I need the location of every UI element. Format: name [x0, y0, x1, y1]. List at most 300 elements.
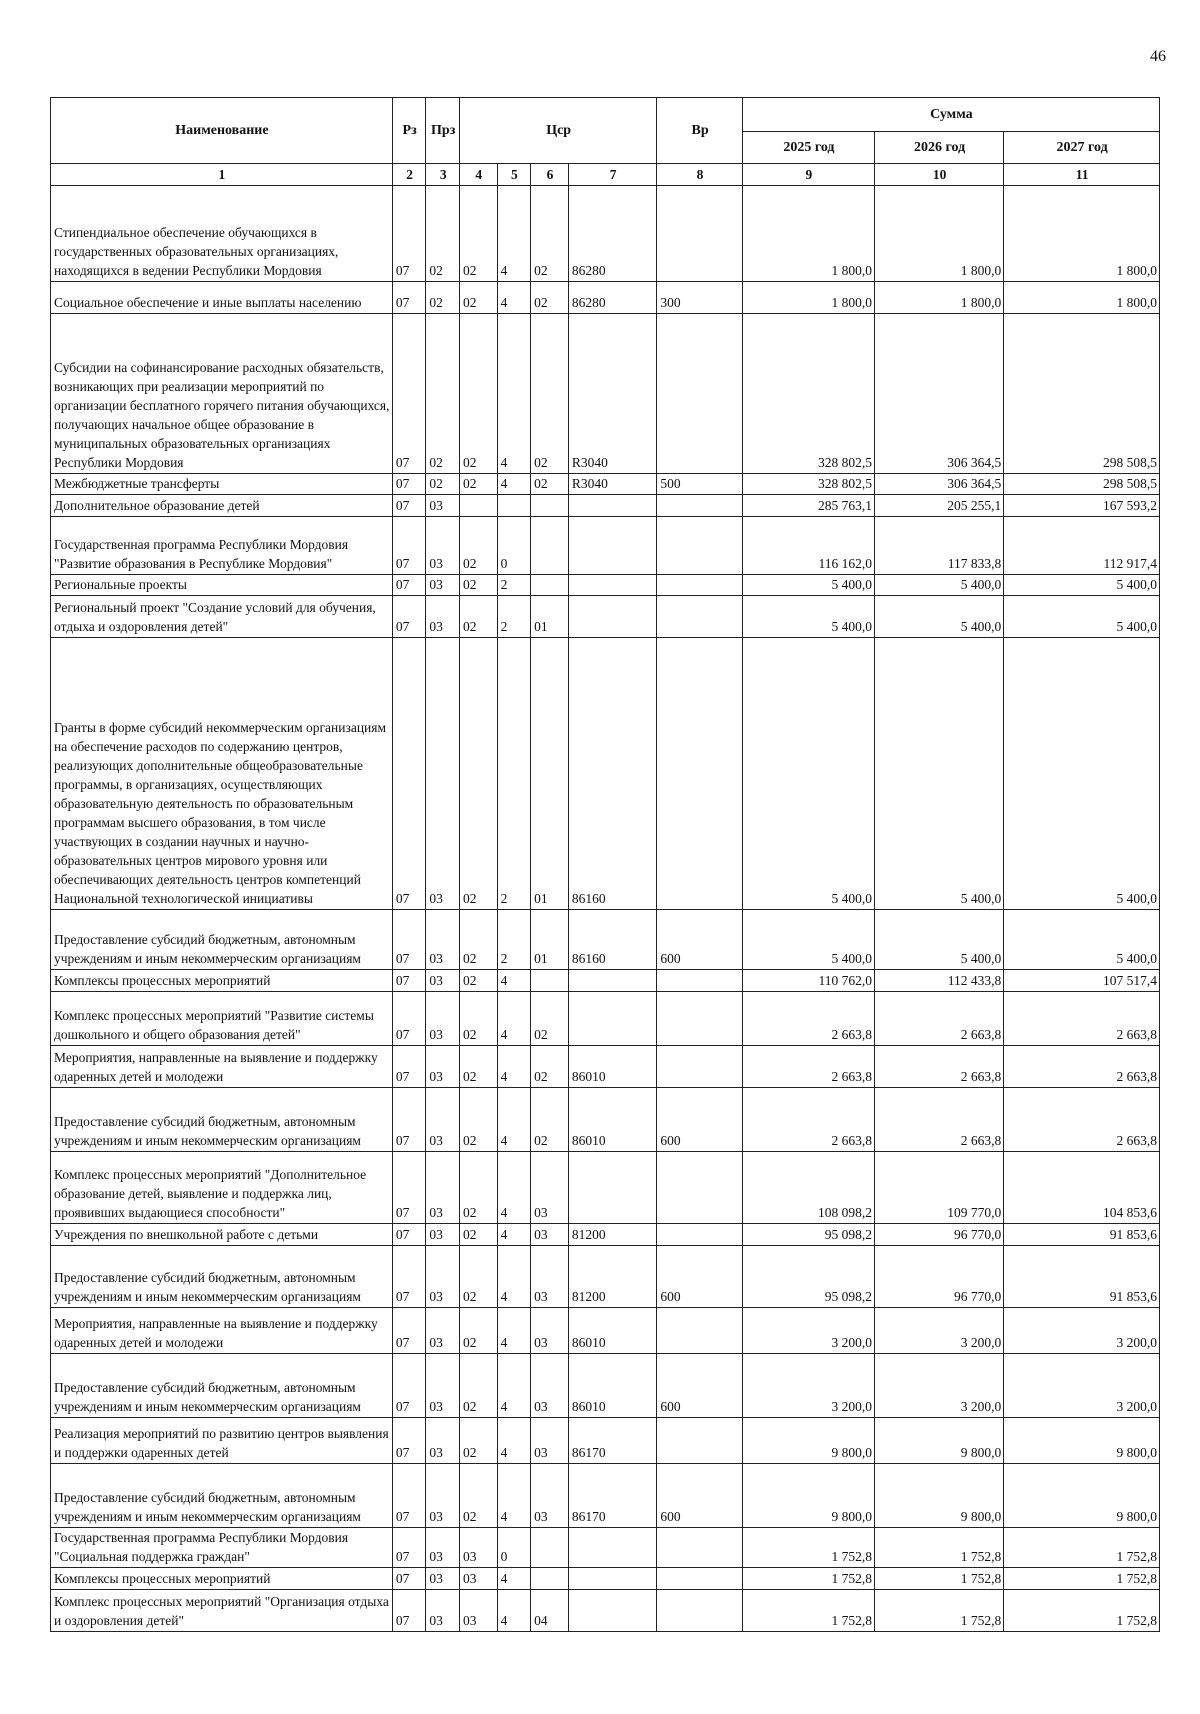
col-number: 10 — [875, 164, 1004, 186]
row-sum-2025: 9 800,0 — [742, 1464, 874, 1528]
row-name: Комплексы процессных мероприятий — [51, 1568, 393, 1590]
row-prz: 03 — [426, 910, 460, 970]
table-row — [51, 992, 1160, 1046]
row-rz: 07 — [392, 474, 426, 495]
row-sum-2027: 5 400,0 — [1004, 596, 1160, 638]
row-rz: 07 — [392, 1088, 426, 1152]
row-vr — [657, 638, 742, 910]
row-prz: 03 — [426, 1528, 460, 1568]
row-csr-program: 02 — [459, 314, 497, 474]
row-csr-subprogram: 03 — [531, 1354, 569, 1418]
row-csr-direction — [568, 1568, 657, 1590]
col-number: 7 — [568, 164, 657, 186]
row-csr-subprogram: 02 — [531, 992, 569, 1046]
row-prz: 03 — [426, 1418, 460, 1464]
row-sum-2026: 2 663,8 — [875, 992, 1004, 1046]
row-sum-2027: 1 800,0 — [1004, 186, 1160, 282]
row-vr — [657, 970, 742, 992]
row-prz: 03 — [426, 638, 460, 910]
row-csr-type: 2 — [497, 575, 531, 596]
row-rz: 07 — [392, 638, 426, 910]
header-prz: Прз — [426, 98, 460, 164]
row-rz: 07 — [392, 1152, 426, 1224]
row-sum-2027: 1 800,0 — [1004, 282, 1160, 314]
header-csr: Цср — [459, 98, 656, 164]
row-sum-2027: 2 663,8 — [1004, 992, 1160, 1046]
row-sum-2026: 1 752,8 — [875, 1590, 1004, 1632]
row-csr-type: 4 — [497, 1464, 531, 1528]
header-name: Наименование — [51, 98, 393, 164]
row-vr — [657, 1590, 742, 1632]
row-sum-2026: 9 800,0 — [875, 1418, 1004, 1464]
col-number: 8 — [657, 164, 742, 186]
row-name: Комплексы процессных мероприятий — [51, 970, 393, 992]
row-csr-subprogram: 03 — [531, 1308, 569, 1354]
table-body — [51, 164, 1160, 1632]
row-csr-subprogram: 02 — [531, 186, 569, 282]
table-row — [51, 1464, 1160, 1528]
row-prz: 03 — [426, 1088, 460, 1152]
row-rz: 07 — [392, 596, 426, 638]
row-sum-2026: 117 833,8 — [875, 517, 1004, 575]
row-sum-2027: 91 853,6 — [1004, 1224, 1160, 1246]
row-csr-type — [497, 495, 531, 517]
row-csr-program: 02 — [459, 517, 497, 575]
row-sum-2025: 328 802,5 — [742, 314, 874, 474]
row-csr-direction — [568, 1152, 657, 1224]
row-csr-program: 02 — [459, 186, 497, 282]
row-sum-2026: 112 433,8 — [875, 970, 1004, 992]
row-sum-2026: 5 400,0 — [875, 638, 1004, 910]
row-csr-direction: R3040 — [568, 474, 657, 495]
row-csr-type: 4 — [497, 282, 531, 314]
table-row — [51, 474, 1160, 495]
col-number: 4 — [459, 164, 497, 186]
row-csr-program: 02 — [459, 282, 497, 314]
row-sum-2025: 5 400,0 — [742, 910, 874, 970]
row-prz: 03 — [426, 1568, 460, 1590]
row-csr-type: 4 — [497, 970, 531, 992]
table-row — [51, 1568, 1160, 1590]
row-csr-subprogram: 03 — [531, 1152, 569, 1224]
row-csr-program: 03 — [459, 1568, 497, 1590]
row-sum-2025: 5 400,0 — [742, 596, 874, 638]
row-csr-subprogram: 01 — [531, 596, 569, 638]
table-row — [51, 575, 1160, 596]
row-sum-2026: 306 364,5 — [875, 474, 1004, 495]
row-sum-2025: 108 098,2 — [742, 1152, 874, 1224]
row-name: Предоставление субсидий бюджетным, автономным учреждениям и иным некоммерческим организациям — [51, 910, 393, 970]
row-csr-direction: 86010 — [568, 1088, 657, 1152]
row-csr-subprogram: 02 — [531, 1088, 569, 1152]
row-csr-subprogram: 02 — [531, 314, 569, 474]
row-csr-type: 4 — [497, 1152, 531, 1224]
row-csr-type: 4 — [497, 1224, 531, 1246]
row-sum-2027: 107 517,4 — [1004, 970, 1160, 992]
row-csr-subprogram: 02 — [531, 1046, 569, 1088]
row-name: Предоставление субсидий бюджетным, автономным учреждениям и иным некоммерческим организациям — [51, 1354, 393, 1418]
row-vr — [657, 992, 742, 1046]
row-csr-program: 02 — [459, 1224, 497, 1246]
row-rz: 07 — [392, 282, 426, 314]
row-rz: 07 — [392, 1046, 426, 1088]
page-number: 46 — [1150, 48, 1166, 65]
row-name: Субсидии на софинансирование расходных обязательств, возникающих при реализации мероприятий по организации бесплатного горячего питания обучающихся, получающих начальное общее образование в муниципальных образовательных организациях Республики Мордовия — [51, 314, 393, 474]
col-number: 1 — [51, 164, 393, 186]
row-prz: 02 — [426, 282, 460, 314]
row-vr — [657, 495, 742, 517]
row-csr-type: 2 — [497, 638, 531, 910]
row-prz: 03 — [426, 1354, 460, 1418]
row-vr: 300 — [657, 282, 742, 314]
row-vr — [657, 1224, 742, 1246]
row-prz: 03 — [426, 1308, 460, 1354]
row-name: Комплекс процессных мероприятий "Дополнительное образование детей, выявление и поддержка лиц, проявивших выдающиеся способности" — [51, 1152, 393, 1224]
row-csr-subprogram — [531, 517, 569, 575]
row-sum-2026: 3 200,0 — [875, 1354, 1004, 1418]
row-prz: 03 — [426, 1152, 460, 1224]
row-sum-2025: 1 752,8 — [742, 1590, 874, 1632]
row-name: Региональные проекты — [51, 575, 393, 596]
row-csr-direction: 86160 — [568, 638, 657, 910]
column-numbers-row — [51, 164, 1160, 186]
header-year-2027: 2027 год — [1004, 132, 1160, 164]
row-prz: 03 — [426, 517, 460, 575]
row-sum-2027: 5 400,0 — [1004, 575, 1160, 596]
row-csr-subprogram — [531, 495, 569, 517]
table-row — [51, 1046, 1160, 1088]
table-row — [51, 638, 1160, 910]
row-name: Учреждения по внешкольной работе с детьми — [51, 1224, 393, 1246]
row-csr-subprogram: 02 — [531, 282, 569, 314]
row-sum-2026: 1 800,0 — [875, 282, 1004, 314]
row-csr-type: 4 — [497, 992, 531, 1046]
row-sum-2026: 96 770,0 — [875, 1224, 1004, 1246]
row-csr-direction: 86280 — [568, 282, 657, 314]
row-rz: 07 — [392, 1308, 426, 1354]
row-prz: 03 — [426, 970, 460, 992]
row-csr-program: 02 — [459, 1046, 497, 1088]
row-rz: 07 — [392, 1528, 426, 1568]
row-csr-program: 02 — [459, 1088, 497, 1152]
row-sum-2027: 2 663,8 — [1004, 1088, 1160, 1152]
row-csr-direction — [568, 575, 657, 596]
row-vr: 600 — [657, 1246, 742, 1308]
row-vr — [657, 575, 742, 596]
row-rz: 07 — [392, 517, 426, 575]
row-sum-2027: 298 508,5 — [1004, 314, 1160, 474]
row-csr-direction — [568, 970, 657, 992]
table-row — [51, 517, 1160, 575]
row-csr-direction — [568, 596, 657, 638]
row-csr-program: 02 — [459, 1464, 497, 1528]
header-year-2025: 2025 год — [742, 132, 874, 164]
row-csr-program: 02 — [459, 1308, 497, 1354]
row-rz: 07 — [392, 1590, 426, 1632]
row-vr — [657, 1568, 742, 1590]
row-name: Государственная программа Республики Мордовия "Развитие образования в Республике Мордовия" — [51, 517, 393, 575]
row-name: Региональный проект "Создание условий для обучения, отдыха и оздоровления детей" — [51, 596, 393, 638]
row-csr-program: 02 — [459, 638, 497, 910]
row-sum-2026: 5 400,0 — [875, 575, 1004, 596]
row-sum-2027: 1 752,8 — [1004, 1528, 1160, 1568]
row-sum-2027: 3 200,0 — [1004, 1354, 1160, 1418]
row-csr-type: 4 — [497, 1246, 531, 1308]
row-sum-2027: 1 752,8 — [1004, 1590, 1160, 1632]
row-csr-direction: 86170 — [568, 1418, 657, 1464]
row-name: Предоставление субсидий бюджетным, автономным учреждениям и иным некоммерческим организациям — [51, 1246, 393, 1308]
row-sum-2027: 2 663,8 — [1004, 1046, 1160, 1088]
row-vr — [657, 186, 742, 282]
row-vr — [657, 1418, 742, 1464]
row-sum-2027: 9 800,0 — [1004, 1464, 1160, 1528]
table-row — [51, 1246, 1160, 1308]
row-csr-type: 4 — [497, 314, 531, 474]
row-sum-2027: 298 508,5 — [1004, 474, 1160, 495]
row-sum-2026: 2 663,8 — [875, 1046, 1004, 1088]
table-row — [51, 314, 1160, 474]
row-csr-direction — [568, 1590, 657, 1632]
row-name: Государственная программа Республики Мордовия "Социальная поддержка граждан" — [51, 1528, 393, 1568]
col-number: 9 — [742, 164, 874, 186]
row-vr — [657, 517, 742, 575]
row-sum-2026: 2 663,8 — [875, 1088, 1004, 1152]
row-sum-2025: 95 098,2 — [742, 1224, 874, 1246]
row-rz: 07 — [392, 992, 426, 1046]
col-number: 6 — [531, 164, 569, 186]
row-csr-subprogram: 03 — [531, 1464, 569, 1528]
table-row — [51, 1528, 1160, 1568]
row-rz: 07 — [392, 575, 426, 596]
row-prz: 03 — [426, 596, 460, 638]
row-sum-2027: 104 853,6 — [1004, 1152, 1160, 1224]
row-csr-type: 4 — [497, 1088, 531, 1152]
row-csr-direction: 86280 — [568, 186, 657, 282]
row-name: Комплекс процессных мероприятий "Организация отдыха и оздоровления детей" — [51, 1590, 393, 1632]
row-sum-2026: 306 364,5 — [875, 314, 1004, 474]
row-sum-2025: 9 800,0 — [742, 1418, 874, 1464]
row-prz: 03 — [426, 495, 460, 517]
header-rz: Рз — [392, 98, 426, 164]
row-vr: 600 — [657, 1464, 742, 1528]
row-name: Мероприятия, направленные на выявление и поддержку одаренных детей и молодежи — [51, 1046, 393, 1088]
row-vr — [657, 1528, 742, 1568]
row-vr — [657, 314, 742, 474]
row-csr-subprogram — [531, 1528, 569, 1568]
col-number: 11 — [1004, 164, 1160, 186]
row-csr-type: 4 — [497, 1418, 531, 1464]
row-name: Межбюджетные трансферты — [51, 474, 393, 495]
row-csr-program: 03 — [459, 1590, 497, 1632]
row-sum-2025: 1 800,0 — [742, 186, 874, 282]
row-vr — [657, 1308, 742, 1354]
row-sum-2027: 167 593,2 — [1004, 495, 1160, 517]
row-rz: 07 — [392, 970, 426, 992]
row-csr-subprogram: 03 — [531, 1418, 569, 1464]
row-vr — [657, 1152, 742, 1224]
row-csr-program: 02 — [459, 474, 497, 495]
row-rz: 07 — [392, 1246, 426, 1308]
row-sum-2025: 2 663,8 — [742, 992, 874, 1046]
row-name: Комплекс процессных мероприятий "Развитие системы дошкольного и общего образования детей" — [51, 992, 393, 1046]
row-vr: 600 — [657, 1354, 742, 1418]
row-sum-2026: 3 200,0 — [875, 1308, 1004, 1354]
table-row — [51, 1354, 1160, 1418]
row-sum-2026: 9 800,0 — [875, 1464, 1004, 1528]
row-csr-direction: 86010 — [568, 1046, 657, 1088]
row-prz: 03 — [426, 1590, 460, 1632]
row-sum-2027: 1 752,8 — [1004, 1568, 1160, 1590]
table-row — [51, 596, 1160, 638]
col-number: 2 — [392, 164, 426, 186]
row-csr-direction — [568, 495, 657, 517]
row-sum-2025: 5 400,0 — [742, 638, 874, 910]
row-prz: 02 — [426, 474, 460, 495]
row-name: Реализация мероприятий по развитию центров выявления и поддержки одаренных детей — [51, 1418, 393, 1464]
row-csr-type: 4 — [497, 1308, 531, 1354]
row-csr-type: 0 — [497, 517, 531, 575]
row-prz: 03 — [426, 1224, 460, 1246]
row-rz: 07 — [392, 1568, 426, 1590]
row-csr-subprogram — [531, 970, 569, 992]
table-row — [51, 910, 1160, 970]
row-csr-subprogram — [531, 575, 569, 596]
row-rz: 07 — [392, 186, 426, 282]
table-row — [51, 1590, 1160, 1632]
row-csr-program: 02 — [459, 992, 497, 1046]
row-sum-2025: 2 663,8 — [742, 1088, 874, 1152]
row-sum-2025: 116 162,0 — [742, 517, 874, 575]
row-sum-2025: 3 200,0 — [742, 1354, 874, 1418]
row-sum-2026: 1 800,0 — [875, 186, 1004, 282]
row-csr-program: 02 — [459, 970, 497, 992]
table-row — [51, 1152, 1160, 1224]
row-csr-type: 2 — [497, 596, 531, 638]
row-name: Мероприятия, направленные на выявление и поддержку одаренных детей и молодежи — [51, 1308, 393, 1354]
row-csr-program: 02 — [459, 1354, 497, 1418]
row-csr-type: 4 — [497, 1354, 531, 1418]
table-row — [51, 970, 1160, 992]
row-csr-direction: 86010 — [568, 1354, 657, 1418]
row-sum-2026: 96 770,0 — [875, 1246, 1004, 1308]
row-csr-program: 02 — [459, 910, 497, 970]
row-csr-program — [459, 495, 497, 517]
budget-table — [50, 97, 1160, 1632]
row-sum-2027: 91 853,6 — [1004, 1246, 1160, 1308]
row-sum-2025: 2 663,8 — [742, 1046, 874, 1088]
row-name: Предоставление субсидий бюджетным, автономным учреждениям и иным некоммерческим организациям — [51, 1464, 393, 1528]
row-csr-direction: R3040 — [568, 314, 657, 474]
col-number: 3 — [426, 164, 460, 186]
row-sum-2026: 1 752,8 — [875, 1528, 1004, 1568]
row-rz: 07 — [392, 314, 426, 474]
row-name: Социальное обеспечение и иные выплаты населению — [51, 282, 393, 314]
row-prz: 02 — [426, 314, 460, 474]
row-rz: 07 — [392, 910, 426, 970]
row-csr-subprogram: 01 — [531, 910, 569, 970]
row-csr-direction — [568, 517, 657, 575]
row-csr-program: 03 — [459, 1528, 497, 1568]
row-csr-type: 4 — [497, 186, 531, 282]
header-vr: Вр — [657, 98, 742, 164]
row-csr-type: 4 — [497, 1046, 531, 1088]
row-sum-2027: 3 200,0 — [1004, 1308, 1160, 1354]
row-csr-subprogram: 01 — [531, 638, 569, 910]
row-prz: 03 — [426, 575, 460, 596]
row-name: Дополнительное образование детей — [51, 495, 393, 517]
row-rz: 07 — [392, 1354, 426, 1418]
row-csr-program: 02 — [459, 575, 497, 596]
row-sum-2026: 1 752,8 — [875, 1568, 1004, 1590]
row-csr-program: 02 — [459, 1246, 497, 1308]
table-row — [51, 1088, 1160, 1152]
row-prz: 02 — [426, 186, 460, 282]
row-csr-type: 4 — [497, 1590, 531, 1632]
row-sum-2026: 5 400,0 — [875, 596, 1004, 638]
row-rz: 07 — [392, 495, 426, 517]
row-vr — [657, 1046, 742, 1088]
row-csr-direction: 86160 — [568, 910, 657, 970]
row-sum-2025: 1 800,0 — [742, 282, 874, 314]
row-name: Предоставление субсидий бюджетным, автономным учреждениям и иным некоммерческим организациям — [51, 1088, 393, 1152]
row-csr-program: 02 — [459, 1152, 497, 1224]
row-csr-program: 02 — [459, 596, 497, 638]
row-sum-2025: 328 802,5 — [742, 474, 874, 495]
table-row — [51, 1418, 1160, 1464]
row-name: Гранты в форме субсидий некоммерческим организациям на обеспечение расходов по содержанию центров, реализующих дополнительные общеобразовательные программы, в организациях, осуществляющих образовательную деятельность по образовательным программам высшего образования, в том числе участвующих в создании научных и научно-образовательных центров мирового уровня или обеспечивающих деятельность центров компетенций Национальной технологической инициативы — [51, 638, 393, 910]
col-number: 5 — [497, 164, 531, 186]
row-csr-subprogram: 03 — [531, 1224, 569, 1246]
row-csr-subprogram — [531, 1568, 569, 1590]
row-csr-subprogram: 04 — [531, 1590, 569, 1632]
row-sum-2025: 5 400,0 — [742, 575, 874, 596]
row-csr-direction: 86010 — [568, 1308, 657, 1354]
row-name: Стипендиальное обеспечение обучающихся в государственных образовательных организациях, находящихся в ведении Республики Мордовия — [51, 186, 393, 282]
table-row — [51, 1224, 1160, 1246]
row-sum-2027: 5 400,0 — [1004, 910, 1160, 970]
row-csr-type: 4 — [497, 474, 531, 495]
row-csr-direction — [568, 1528, 657, 1568]
row-sum-2027: 5 400,0 — [1004, 638, 1160, 910]
row-sum-2027: 112 917,4 — [1004, 517, 1160, 575]
row-vr: 600 — [657, 1088, 742, 1152]
row-rz: 07 — [392, 1464, 426, 1528]
row-sum-2026: 5 400,0 — [875, 910, 1004, 970]
row-csr-type: 2 — [497, 910, 531, 970]
row-csr-subprogram: 02 — [531, 474, 569, 495]
row-sum-2025: 1 752,8 — [742, 1528, 874, 1568]
row-sum-2027: 9 800,0 — [1004, 1418, 1160, 1464]
row-rz: 07 — [392, 1224, 426, 1246]
table-row — [51, 495, 1160, 517]
row-sum-2025: 110 762,0 — [742, 970, 874, 992]
row-rz: 07 — [392, 1418, 426, 1464]
row-csr-direction — [568, 992, 657, 1046]
row-csr-program: 02 — [459, 1418, 497, 1464]
row-prz: 03 — [426, 992, 460, 1046]
header-year-2026: 2026 год — [875, 132, 1004, 164]
row-sum-2025: 1 752,8 — [742, 1568, 874, 1590]
row-csr-type: 0 — [497, 1528, 531, 1568]
row-csr-direction: 81200 — [568, 1246, 657, 1308]
row-sum-2026: 109 770,0 — [875, 1152, 1004, 1224]
row-sum-2026: 205 255,1 — [875, 495, 1004, 517]
row-csr-subprogram: 03 — [531, 1246, 569, 1308]
row-prz: 03 — [426, 1464, 460, 1528]
table-row — [51, 282, 1160, 314]
row-prz: 03 — [426, 1046, 460, 1088]
row-vr — [657, 596, 742, 638]
